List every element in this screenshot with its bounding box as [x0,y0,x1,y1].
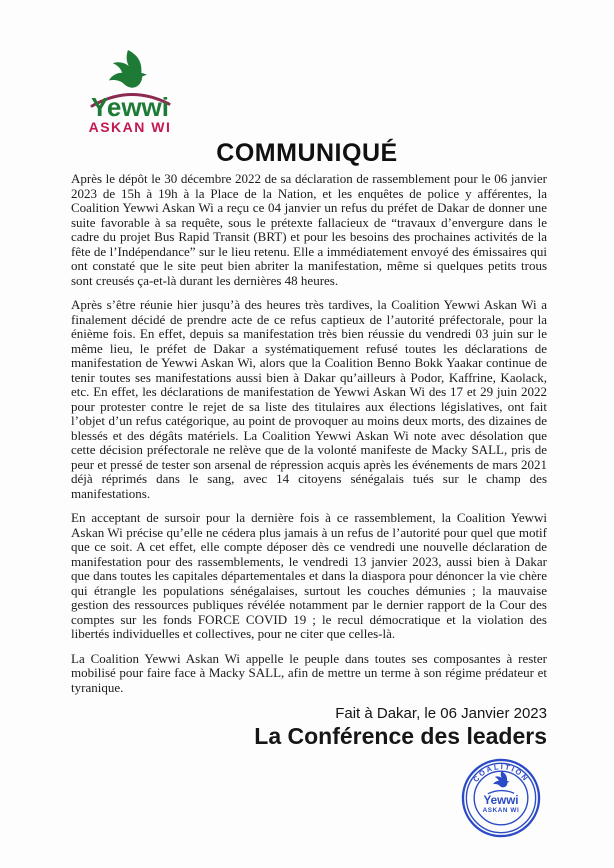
coalition-seal [461,758,541,838]
yewwi-askan-wi-logo [84,44,176,140]
signature: La Conférence des leaders [254,723,547,749]
dove-icon [109,50,147,88]
paragraph: En acceptant de sursoir pour la dernière fois à ce rassemblement, la Coalition Yewwi Askan Wi précise qu’elle ne cédera plus jamais à un refus de l’autorité pour quel que motif que ce soit. A cet effet, elle compte déposer dès ce vendredi une nouvelle déclaration de manifestation pour des rassemblements, le vendredi 13 janvier 2023, aussi bien à Dakar que dans toutes les capitales départementales et dans la diaspora pour dénoncer la vie chère qui étrangle les populations sénégalaises, surtout les couches démunies ; la mauvaise gestion des ressources publiques révélée notamment par le dernier rapport de la Cour des comptes sur les fonds FORCE COVID 19 ; le recul démocratique et la violation des libertés individuelles et collectives, pour ne citer que celles-là. [71,510,547,641]
paragraph: Après le dépôt le 30 décembre 2022 de sa déclaration de rassemblement pour le 06 janvier 2023 de 15h à 19h à la Place de la Nation, et les enquêtes de police y afférentes, la Coalition Yewwi Askan Wi a reçu ce 04 janvier un refus du préfet de Dakar de donner une suite favorable à sa requête, sous le prétexte fallacieux de “travaux d’envergure dans le cadre du projet Bus Rapid Transit (BRT) et pour les besoins des prochaines activités de la fête de l’Indépendance” sur le lieu retenu. Elle a immédiatement envoyé des émissaires qui ont constaté que le site peut bien abriter la manifestation, même si quelques petits trous sont creusés ça-et-là durant les dernières 48 heures. [71,171,547,288]
seal-subtitle: ASKAN WI [482,807,520,815]
document-title: COMMUNIQUÉ [216,139,398,167]
logo-wordmark: Yewwi [90,92,170,122]
seal-wordmark: Yewwi [483,793,519,807]
dateline: Fait à Dakar, le 06 Janvier 2023 [335,705,547,722]
paragraph: La Coalition Yewwi Askan Wi appelle le peuple dans toutes ses composantes à rester mobilisé pour faire face à Macky SALL, afin de mettre un terme à son régime prédateur et tyranique. [71,650,547,695]
logo-subtitle: ASKAN WI [88,119,172,135]
document-body [71,172,547,838]
seal-top-text: COALITION [471,762,531,784]
paragraph: Après s’être réunie hier jusqu’à des heures très tardives, la Coalition Yewwi Askan Wi a finalement décidé de prendre acte de ce refus captieux de l’autorité préfectorale, pour la énième fois. En effet, depuis sa manifestation très bien réussie du vendredi 03 juin sur le même lieu, le préfet de Dakar a systématiquement refusé toutes les déclarations de manifestation de Yewwi Askan Wi, alors que la Coalition Benno Bokk Yaakar continue de tenir toutes ses manifestations aussi bien à Dakar qu’ailleurs à Podor, Kaffrine, Kaolack, etc. En effet, les déclarations de manifestation de Yewwi Askan Wi des 17 et 29 juin 2022 pour protester contre le rejet de sa liste des titulaires aux élections législatives, ont fait l’objet d’un refus catégorique, au point de provoquer au moins deux morts, des dizaines de blessés et des dégâts matériels. La Coalition Yewwi Askan Wi note avec désolation que cette décision préfectorale ne relève que de la volonté manifeste de Macky SALL, pris de peur et pressé de tester son arsenal de répression acquis après les événements de mars 2021 déjà réprimés dans le sang, avec 14 citoyens sénégalais tués sur le champ des manifestations. [71,297,547,501]
seal-dove-icon [493,771,509,787]
